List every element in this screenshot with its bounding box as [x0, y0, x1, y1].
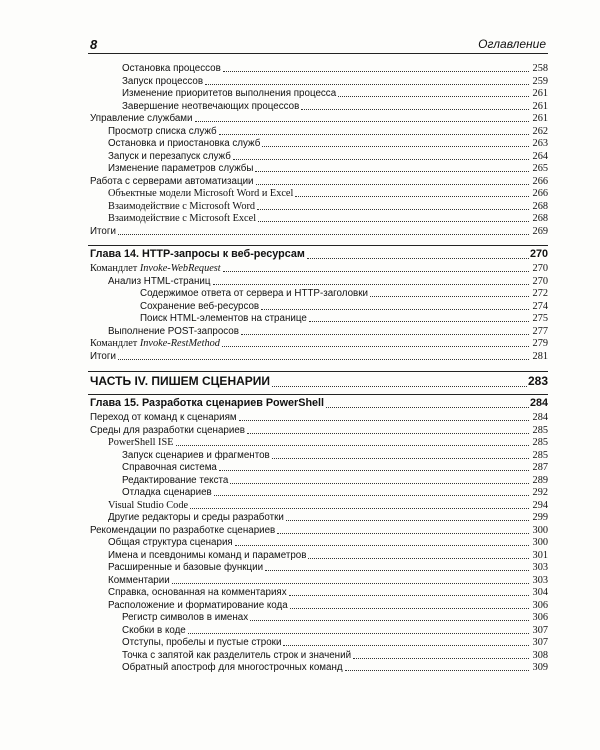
- toc-page-number: 266: [532, 188, 548, 199]
- dot-leader: [223, 71, 529, 72]
- toc-entry: [88, 350, 548, 363]
- toc-entry-title: Отладка сценариев: [122, 487, 212, 498]
- toc-page-number: 261: [532, 100, 548, 112]
- toc-page-number: 301: [532, 549, 548, 561]
- toc-entry-title: Остановка процессов: [122, 63, 221, 74]
- toc-page-number: 292: [532, 487, 548, 498]
- toc-entry-title: Изменение параметров службы: [108, 163, 254, 174]
- toc-entry: [88, 424, 548, 437]
- toc-entry: [88, 125, 548, 138]
- toc-entry-title: Изменение приоритетов выполнения процесса: [122, 88, 337, 99]
- toc-entry-title: Справка, основанная на комментариях: [108, 587, 287, 598]
- toc-entry-title: Анализ HTML-страниц: [108, 275, 211, 287]
- toc-entry-title: Сохранение веб-ресурсов: [140, 300, 260, 312]
- toc-entry: [88, 62, 548, 75]
- toc-entry-title: Взаимодействие с Microsoft Excel: [108, 213, 257, 224]
- chapter-entry: [88, 247, 548, 262]
- toc-entry-title: Командлет Invoke-RestMethod: [90, 338, 220, 349]
- toc-page-number: 270: [532, 275, 548, 287]
- dot-leader: [176, 445, 530, 446]
- chapter-entry: [88, 396, 548, 411]
- toc-entry: [88, 300, 548, 313]
- toc-entry: [88, 112, 548, 125]
- toc-entry: [88, 312, 548, 325]
- toc-entry: [88, 225, 548, 238]
- dot-leader: [195, 121, 529, 122]
- toc-entry: [88, 536, 548, 549]
- toc-entry-title: Точка с запятой как разделитель строк и значений: [122, 649, 352, 661]
- toc-entry: [88, 137, 548, 150]
- toc-entry-title: Глава 15. Разработка сценариев PowerShell: [90, 397, 325, 409]
- toc-page-number: 263: [532, 138, 548, 149]
- toc-entry: [88, 661, 548, 674]
- toc-entry: [88, 449, 548, 462]
- toc-page-number: 284: [529, 397, 548, 409]
- toc-entry-title: Запуск сценариев и фрагментов: [122, 449, 270, 461]
- toc-entry-title: Управление службами: [90, 113, 193, 124]
- toc-entry-title: Регистр символов в именах: [122, 612, 249, 623]
- dot-leader: [255, 171, 529, 172]
- dot-leader: [265, 570, 529, 571]
- dot-leader: [272, 458, 529, 459]
- toc-page-number: 270: [529, 248, 548, 260]
- toc-page-number: 261: [532, 113, 548, 124]
- toc-entry-title: Переход от команд к сценариям: [90, 412, 237, 423]
- toc-page-number: 304: [532, 587, 548, 598]
- toc-page-number: 258: [532, 63, 548, 74]
- toc-entry: [88, 325, 548, 338]
- toc-entry-title: PowerShell ISE: [108, 437, 174, 448]
- toc-entry: [88, 150, 548, 163]
- dot-leader: [353, 658, 529, 659]
- toc-entry-title: Глава 14. HTTP-запросы к веб-ресурсам: [90, 248, 305, 260]
- toc-page-number: 261: [532, 88, 548, 99]
- toc-entry: [88, 262, 548, 275]
- toc-page-number: 294: [532, 499, 548, 511]
- dot-leader: [307, 258, 529, 259]
- toc-entry: [88, 511, 548, 524]
- dot-leader: [219, 470, 529, 471]
- dot-leader: [235, 545, 529, 546]
- dot-leader: [190, 508, 529, 509]
- toc-entry-title: Итоги: [90, 225, 116, 237]
- toc-page-number: 306: [532, 599, 548, 611]
- dot-leader: [261, 309, 529, 310]
- toc-entry: [88, 461, 548, 474]
- toc-entry-title: Справочная система: [122, 462, 217, 473]
- toc-entry: [88, 436, 548, 449]
- toc-page-number: 285: [532, 424, 548, 436]
- toc-page-number: 264: [532, 150, 548, 162]
- toc-page-number: 274: [532, 300, 548, 312]
- dot-leader: [205, 84, 529, 85]
- toc-page-number: 279: [532, 338, 548, 349]
- section-rule: [88, 245, 548, 246]
- toc-entry: [88, 524, 548, 537]
- toc-entry-title: Имена и псевдонимы команд и параметров: [108, 549, 307, 561]
- toc-page-number: 262: [532, 125, 548, 137]
- toc-page-number: 287: [532, 462, 548, 473]
- toc-entry: [88, 411, 548, 424]
- dot-leader: [230, 483, 529, 484]
- toc-entry-title: Итоги: [90, 350, 116, 362]
- dot-leader: [233, 159, 529, 160]
- toc-entry-title: Среды для разработки сценариев: [90, 424, 245, 436]
- toc-page-number: 307: [532, 624, 548, 636]
- toc-entry: [88, 486, 548, 499]
- dot-leader: [219, 134, 529, 135]
- toc-entry-title: Расположение и форматирование кода: [108, 599, 288, 611]
- toc-entry-title: Завершение неотвечающих процессов: [122, 100, 300, 112]
- toc-page-number: 307: [532, 637, 548, 648]
- toc-entry: [88, 275, 548, 288]
- toc-page-number: 289: [532, 474, 548, 486]
- dot-leader: [239, 420, 529, 421]
- toc-entry-title: Комментарии: [108, 574, 170, 586]
- toc-page-number: 268: [532, 213, 548, 224]
- toc-page-number: 265: [532, 163, 548, 174]
- toc-entry: [88, 586, 548, 599]
- page-number: 8: [90, 37, 98, 52]
- toc-entry-title: Работа с серверами автоматизации: [90, 175, 254, 187]
- toc-page-number: 277: [532, 325, 548, 337]
- toc-entry: [88, 561, 548, 574]
- dot-leader: [283, 645, 529, 646]
- dot-leader: [289, 595, 529, 596]
- dot-leader: [286, 520, 529, 521]
- toc-page-number: 275: [532, 313, 548, 324]
- toc-entry: [88, 337, 548, 350]
- toc-entry-title: Взаимодействие с Microsoft Word: [108, 200, 256, 212]
- dot-leader: [223, 271, 529, 272]
- toc-entry-title: Общая структура сценария: [108, 537, 233, 548]
- toc-entry: [88, 549, 548, 562]
- toc-entry-title: Командлет Invoke-WebRequest: [90, 263, 221, 274]
- section-rule: [88, 371, 548, 372]
- toc-entry-title: Visual Studio Code: [108, 499, 189, 511]
- toc-entry: [88, 611, 548, 624]
- dot-leader: [290, 608, 529, 609]
- dot-leader: [214, 495, 529, 496]
- toc-entry: [88, 599, 548, 612]
- toc-entry: [88, 474, 548, 487]
- toc-entry: [88, 87, 548, 100]
- toc-page-number: 284: [532, 412, 548, 423]
- toc-page-number: 285: [532, 437, 548, 448]
- toc-page-number: 306: [532, 612, 548, 623]
- page-header: [88, 35, 548, 54]
- dot-leader: [250, 620, 529, 621]
- toc-entry: [88, 649, 548, 662]
- dot-leader: [295, 196, 529, 197]
- dot-leader: [118, 234, 529, 235]
- toc-page-number: 283: [527, 374, 548, 388]
- toc-entry: [88, 162, 548, 175]
- dot-leader: [213, 284, 529, 285]
- dot-leader: [257, 209, 529, 210]
- dot-leader: [118, 359, 529, 360]
- toc-page-number: 300: [532, 537, 548, 548]
- toc-entry-title: Просмотр списка служб: [108, 125, 217, 137]
- toc-entry-title: Скобки в коде: [122, 624, 186, 636]
- toc-entry-title: Объектные модели Microsoft Word и Excel: [108, 188, 294, 199]
- toc-entry: [88, 100, 548, 113]
- toc-page-number: 259: [532, 75, 548, 87]
- toc-entry: [88, 175, 548, 188]
- dot-leader: [188, 633, 529, 634]
- toc-page-number: 303: [532, 574, 548, 586]
- toc-entry-title: Запуск и перезапуск служб: [108, 150, 231, 162]
- toc-page-number: 303: [532, 562, 548, 573]
- dot-leader: [241, 334, 529, 335]
- toc-entry: [88, 624, 548, 637]
- toc-page-number: 281: [532, 350, 548, 362]
- toc-entry-title: Остановка и приостановка служб: [108, 138, 261, 149]
- toc-entry: [88, 200, 548, 213]
- dot-leader: [222, 346, 529, 347]
- dot-leader: [277, 533, 529, 534]
- toc-entry: [88, 187, 548, 200]
- toc-entry: [88, 212, 548, 225]
- toc-page-number: 300: [532, 524, 548, 536]
- toc-entry-title: Выполнение POST-запросов: [108, 325, 239, 337]
- dot-leader: [258, 221, 529, 222]
- toc-entry-title: Содержимое ответа от сервера и HTTP-заголовки: [140, 288, 368, 299]
- toc-entry-title: Рекомендации по разработке сценариев: [90, 524, 276, 536]
- toc-entry-title: Отступы, пробелы и пустые строки: [122, 637, 282, 648]
- toc-entry-title: Обратный апостроф для многострочных команд: [122, 662, 343, 673]
- running-title: Оглавление: [478, 37, 546, 51]
- part-entry: [88, 373, 548, 390]
- dot-leader: [301, 109, 529, 110]
- toc-page-number: 270: [532, 263, 548, 274]
- dot-leader: [262, 146, 529, 147]
- toc-page-number: 285: [532, 449, 548, 461]
- dot-leader: [247, 433, 529, 434]
- toc-entry-title: Запуск процессов: [122, 75, 204, 87]
- dot-leader: [326, 407, 529, 408]
- dot-leader: [309, 321, 529, 322]
- toc-entry: [88, 499, 548, 512]
- toc-page-number: 269: [532, 225, 548, 237]
- toc-entry: [88, 287, 548, 300]
- dot-leader: [256, 184, 529, 185]
- toc-entry: [88, 636, 548, 649]
- toc-entry: [88, 574, 548, 587]
- toc-page-number: 268: [532, 200, 548, 212]
- toc-entry-title: ЧАСТЬ IV. ПИШЕМ СЦЕНАРИИ: [90, 374, 271, 388]
- toc-entry-title: Поиск HTML-элементов на странице: [140, 313, 307, 324]
- dot-leader: [370, 296, 529, 297]
- toc-page-number: 308: [532, 649, 548, 661]
- toc-entry-title: Расширенные и базовые функции: [108, 562, 264, 573]
- dot-leader: [272, 386, 527, 387]
- toc-page-number: 299: [532, 512, 548, 523]
- toc-page-number: 266: [532, 175, 548, 187]
- toc-entry: [88, 75, 548, 88]
- dot-leader: [172, 583, 529, 584]
- section-rule: [88, 394, 548, 395]
- dot-leader: [338, 96, 529, 97]
- toc-page-number: 272: [532, 288, 548, 299]
- toc-page-number: 309: [532, 662, 548, 673]
- toc-entry-title: Другие редакторы и среды разработки: [108, 512, 284, 523]
- dot-leader: [308, 558, 529, 559]
- dot-leader: [345, 670, 529, 671]
- toc-entry-title: Редактирование текста: [122, 474, 229, 486]
